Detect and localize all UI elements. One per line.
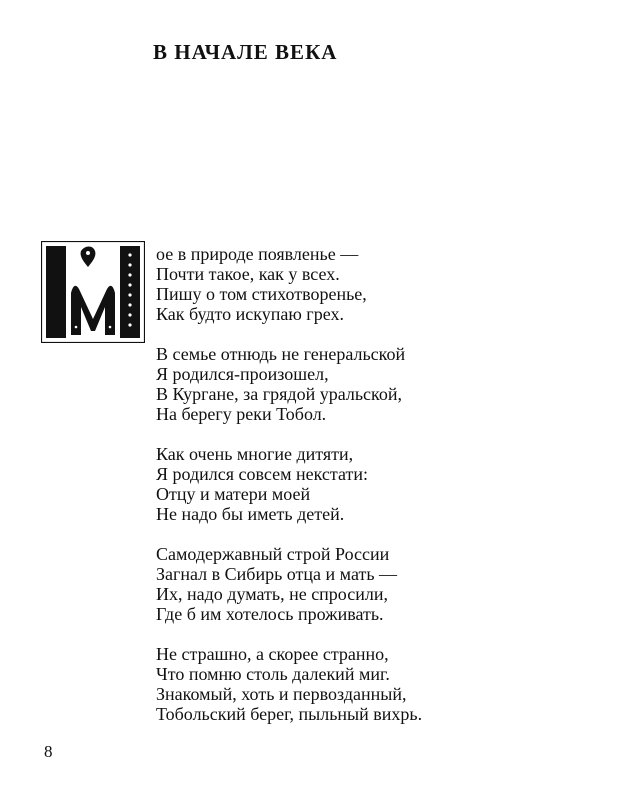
stanza	[156, 544, 422, 624]
verse-line: Где б им хотелось проживать.	[156, 604, 384, 624]
verse-line: ое в природе появленье —	[156, 244, 359, 264]
poem-body	[156, 244, 422, 744]
verse-line: Я родился-произошел,	[156, 364, 329, 384]
verse-line: В семье отнюдь не генеральской	[156, 344, 406, 364]
verse-line: Их, надо думать, не спросили,	[156, 584, 388, 604]
verse-line: Как будто искупаю грех.	[156, 304, 344, 324]
stanza	[156, 444, 422, 524]
verse-line: На берегу реки Тобол.	[156, 404, 327, 424]
verse-line: Пишу о том стихотворенье,	[156, 284, 367, 304]
verse-line: Как очень многие дитяти,	[156, 444, 354, 464]
stanza	[156, 344, 422, 424]
verse-line: Загнал в Сибирь отца и мать —	[156, 564, 398, 584]
stanza	[156, 644, 422, 724]
verse-line: В Кургане, за грядой уральской,	[156, 384, 402, 404]
verse-line: Не надо бы иметь детей.	[156, 504, 345, 524]
verse-line: Что помню столь далекий миг.	[156, 664, 390, 684]
poem-title: В НАЧАЛЕ ВЕКА	[153, 40, 338, 64]
verse-line: Почти такое, как у всех.	[156, 264, 340, 284]
stanza	[156, 244, 422, 324]
verse-line: Знакомый, хоть и первозданный,	[156, 684, 407, 704]
verse-line: Самодержавный строй России	[156, 544, 390, 564]
drop-cap-initial	[41, 241, 145, 343]
verse-line: Не страшно, а скорее странно,	[156, 644, 389, 664]
verse-line: Тобольский берег, пыльный вихрь.	[156, 704, 423, 724]
verse-line: Я родился совсем некстати:	[156, 464, 369, 484]
verse-line: Отцу и матери моей	[156, 484, 311, 504]
page-number: 8	[44, 742, 53, 761]
drop-cap-m-icon	[41, 241, 145, 343]
